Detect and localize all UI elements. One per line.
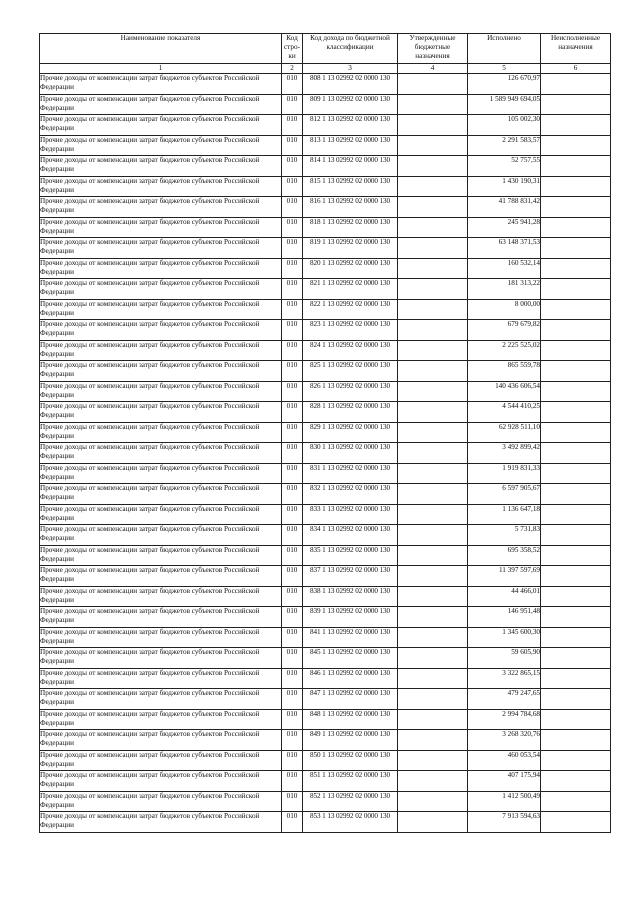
name-cell: Прочие доходы от компенсации затрат бюджетов субъектов Российской Федерации [40, 463, 282, 484]
revenue-code-cell: 847 1 13 02992 02 0000 130 [303, 689, 398, 710]
approved-cell [398, 299, 468, 320]
table-row [40, 709, 611, 730]
unexecuted-cell [541, 668, 611, 689]
table-row [40, 176, 611, 197]
unexecuted-cell [541, 812, 611, 833]
table-row [40, 566, 611, 587]
column-number: 4 [398, 64, 468, 74]
line-code-cell: 010 [282, 279, 303, 300]
approved-cell [398, 340, 468, 361]
executed-cell: 8 000,00 [468, 299, 541, 320]
unexecuted-cell [541, 525, 611, 546]
table-row [40, 484, 611, 505]
column-number-row [40, 64, 611, 74]
name-cell: Прочие доходы от компенсации затрат бюджетов субъектов Российской Федерации [40, 689, 282, 710]
name-cell: Прочие доходы от компенсации затрат бюджетов субъектов Российской Федерации [40, 197, 282, 218]
line-code-cell: 010 [282, 484, 303, 505]
executed-cell: 160 532,14 [468, 258, 541, 279]
name-cell: Прочие доходы от компенсации затрат бюджетов субъектов Российской Федерации [40, 381, 282, 402]
approved-cell [398, 504, 468, 525]
executed-cell: 146 951,48 [468, 607, 541, 628]
revenue-code-cell: 829 1 13 02992 02 0000 130 [303, 422, 398, 443]
revenue-code-cell: 819 1 13 02992 02 0000 130 [303, 238, 398, 259]
unexecuted-cell [541, 709, 611, 730]
executed-cell: 41 788 831,42 [468, 197, 541, 218]
unexecuted-cell [541, 750, 611, 771]
approved-cell [398, 443, 468, 464]
executed-cell: 105 002,30 [468, 115, 541, 136]
name-cell: Прочие доходы от компенсации затрат бюджетов субъектов Российской Федерации [40, 586, 282, 607]
name-cell: Прочие доходы от компенсации затрат бюджетов субъектов Российской Федерации [40, 709, 282, 730]
approved-cell [398, 525, 468, 546]
name-cell: Прочие доходы от компенсации затрат бюджетов субъектов Российской Федерации [40, 812, 282, 833]
unexecuted-cell [541, 299, 611, 320]
revenue-code-cell: 820 1 13 02992 02 0000 130 [303, 258, 398, 279]
approved-cell [398, 709, 468, 730]
name-cell: Прочие доходы от компенсации затрат бюджетов субъектов Российской Федерации [40, 607, 282, 628]
header-code: Код дохода по бюджетной классификации [303, 34, 398, 64]
revenue-execution-table [39, 33, 611, 833]
table-row [40, 648, 611, 669]
table-row [40, 156, 611, 177]
executed-cell: 126 670,97 [468, 74, 541, 95]
unexecuted-cell [541, 381, 611, 402]
revenue-code-cell: 837 1 13 02992 02 0000 130 [303, 566, 398, 587]
line-code-cell: 010 [282, 299, 303, 320]
unexecuted-cell [541, 648, 611, 669]
revenue-code-cell: 823 1 13 02992 02 0000 130 [303, 320, 398, 341]
table-row [40, 791, 611, 812]
unexecuted-cell [541, 771, 611, 792]
unexecuted-cell [541, 463, 611, 484]
line-code-cell: 010 [282, 689, 303, 710]
table-row [40, 689, 611, 710]
name-cell: Прочие доходы от компенсации затрат бюджетов субъектов Российской Федерации [40, 94, 282, 115]
line-code-cell: 010 [282, 586, 303, 607]
approved-cell [398, 463, 468, 484]
table-row [40, 381, 611, 402]
line-code-cell: 010 [282, 443, 303, 464]
approved-cell [398, 176, 468, 197]
name-cell: Прочие доходы от компенсации затрат бюджетов субъектов Российской Федерации [40, 443, 282, 464]
unexecuted-cell [541, 586, 611, 607]
table-row [40, 238, 611, 259]
approved-cell [398, 668, 468, 689]
executed-cell: 62 928 511,10 [468, 422, 541, 443]
approved-cell [398, 545, 468, 566]
approved-cell [398, 627, 468, 648]
revenue-code-cell: 834 1 13 02992 02 0000 130 [303, 525, 398, 546]
column-number: 3 [303, 64, 398, 74]
header-executed: Исполнено [468, 34, 541, 64]
name-cell: Прочие доходы от компенсации затрат бюджетов субъектов Российской Федерации [40, 668, 282, 689]
executed-cell: 3 268 320,76 [468, 730, 541, 751]
revenue-code-cell: 828 1 13 02992 02 0000 130 [303, 402, 398, 423]
line-code-cell: 010 [282, 402, 303, 423]
revenue-code-cell: 814 1 13 02992 02 0000 130 [303, 156, 398, 177]
approved-cell [398, 115, 468, 136]
executed-cell: 407 175,94 [468, 771, 541, 792]
line-code-cell: 010 [282, 217, 303, 238]
unexecuted-cell [541, 607, 611, 628]
table-row [40, 115, 611, 136]
line-code-cell: 010 [282, 812, 303, 833]
table-row [40, 443, 611, 464]
table-row [40, 668, 611, 689]
line-code-cell: 010 [282, 771, 303, 792]
revenue-code-cell: 812 1 13 02992 02 0000 130 [303, 115, 398, 136]
line-code-cell: 010 [282, 750, 303, 771]
revenue-code-cell: 852 1 13 02992 02 0000 130 [303, 791, 398, 812]
revenue-code-cell: 841 1 13 02992 02 0000 130 [303, 627, 398, 648]
name-cell: Прочие доходы от компенсации затрат бюджетов субъектов Российской Федерации [40, 771, 282, 792]
table-row [40, 74, 611, 95]
line-code-cell: 010 [282, 361, 303, 382]
approved-cell [398, 197, 468, 218]
approved-cell [398, 156, 468, 177]
approved-cell [398, 791, 468, 812]
line-code-cell: 010 [282, 135, 303, 156]
unexecuted-cell [541, 320, 611, 341]
line-code-cell: 010 [282, 668, 303, 689]
name-cell: Прочие доходы от компенсации затрат бюджетов субъектов Российской Федерации [40, 750, 282, 771]
revenue-code-cell: 846 1 13 02992 02 0000 130 [303, 668, 398, 689]
line-code-cell: 010 [282, 94, 303, 115]
executed-cell: 44 466,01 [468, 586, 541, 607]
revenue-code-cell: 821 1 13 02992 02 0000 130 [303, 279, 398, 300]
name-cell: Прочие доходы от компенсации затрат бюджетов субъектов Российской Федерации [40, 791, 282, 812]
column-number: 2 [282, 64, 303, 74]
line-code-cell: 010 [282, 74, 303, 95]
revenue-code-cell: 851 1 13 02992 02 0000 130 [303, 771, 398, 792]
name-cell: Прочие доходы от компенсации затрат бюджетов субъектов Российской Федерации [40, 258, 282, 279]
approved-cell [398, 279, 468, 300]
name-cell: Прочие доходы от компенсации затрат бюджетов субъектов Российской Федерации [40, 402, 282, 423]
name-cell: Прочие доходы от компенсации затрат бюджетов субъектов Российской Федерации [40, 279, 282, 300]
executed-cell: 679 679,82 [468, 320, 541, 341]
table-row [40, 299, 611, 320]
approved-cell [398, 812, 468, 833]
name-cell: Прочие доходы от компенсации затрат бюджетов субъектов Российской Федерации [40, 340, 282, 361]
name-cell: Прочие доходы от компенсации затрат бюджетов субъектов Российской Федерации [40, 299, 282, 320]
executed-cell: 3 492 899,42 [468, 443, 541, 464]
unexecuted-cell [541, 443, 611, 464]
name-cell: Прочие доходы от компенсации затрат бюджетов субъектов Российской Федерации [40, 217, 282, 238]
name-cell: Прочие доходы от компенсации затрат бюджетов субъектов Российской Федерации [40, 74, 282, 95]
table-row [40, 812, 611, 833]
line-code-cell: 010 [282, 730, 303, 751]
column-number: 1 [40, 64, 282, 74]
table-row [40, 504, 611, 525]
approved-cell [398, 689, 468, 710]
approved-cell [398, 771, 468, 792]
table-row [40, 586, 611, 607]
line-code-cell: 010 [282, 381, 303, 402]
line-code-cell: 010 [282, 422, 303, 443]
executed-cell: 140 436 606,54 [468, 381, 541, 402]
table-row [40, 545, 611, 566]
revenue-code-cell: 808 1 13 02992 02 0000 130 [303, 74, 398, 95]
revenue-code-cell: 831 1 13 02992 02 0000 130 [303, 463, 398, 484]
line-code-cell: 010 [282, 197, 303, 218]
table-row [40, 197, 611, 218]
revenue-code-cell: 832 1 13 02992 02 0000 130 [303, 484, 398, 505]
unexecuted-cell [541, 627, 611, 648]
unexecuted-cell [541, 74, 611, 95]
revenue-code-cell: 824 1 13 02992 02 0000 130 [303, 340, 398, 361]
table-row [40, 525, 611, 546]
table-row [40, 402, 611, 423]
unexecuted-cell [541, 258, 611, 279]
approved-cell [398, 320, 468, 341]
name-cell: Прочие доходы от компенсации затрат бюджетов субъектов Российской Федерации [40, 361, 282, 382]
revenue-code-cell: 839 1 13 02992 02 0000 130 [303, 607, 398, 628]
line-code-cell: 010 [282, 709, 303, 730]
table-row [40, 135, 611, 156]
line-code-cell: 010 [282, 176, 303, 197]
unexecuted-cell [541, 361, 611, 382]
table-row [40, 627, 611, 648]
header-line: Код стро-ки [282, 34, 303, 64]
line-code-cell: 010 [282, 320, 303, 341]
unexecuted-cell [541, 238, 611, 259]
revenue-code-cell: 822 1 13 02992 02 0000 130 [303, 299, 398, 320]
unexecuted-cell [541, 689, 611, 710]
executed-cell: 1 919 831,33 [468, 463, 541, 484]
approved-cell [398, 402, 468, 423]
line-code-cell: 010 [282, 545, 303, 566]
line-code-cell: 010 [282, 504, 303, 525]
unexecuted-cell [541, 94, 611, 115]
executed-cell: 1 345 600,30 [468, 627, 541, 648]
table-body [40, 74, 611, 833]
name-cell: Прочие доходы от компенсации затрат бюджетов субъектов Российской Федерации [40, 115, 282, 136]
revenue-code-cell: 813 1 13 02992 02 0000 130 [303, 135, 398, 156]
unexecuted-cell [541, 156, 611, 177]
line-code-cell: 010 [282, 648, 303, 669]
name-cell: Прочие доходы от компенсации затрат бюджетов субъектов Российской Федерации [40, 238, 282, 259]
unexecuted-cell [541, 279, 611, 300]
executed-cell: 7 913 594,63 [468, 812, 541, 833]
approved-cell [398, 238, 468, 259]
revenue-code-cell: 825 1 13 02992 02 0000 130 [303, 361, 398, 382]
name-cell: Прочие доходы от компенсации затрат бюджетов субъектов Российской Федерации [40, 422, 282, 443]
executed-cell: 479 247,65 [468, 689, 541, 710]
executed-cell: 52 757,55 [468, 156, 541, 177]
line-code-cell: 010 [282, 156, 303, 177]
executed-cell: 460 053,54 [468, 750, 541, 771]
approved-cell [398, 258, 468, 279]
column-number: 5 [468, 64, 541, 74]
name-cell: Прочие доходы от компенсации затрат бюджетов субъектов Российской Федерации [40, 648, 282, 669]
unexecuted-cell [541, 197, 611, 218]
table-row [40, 463, 611, 484]
approved-cell [398, 730, 468, 751]
name-cell: Прочие доходы от компенсации затрат бюджетов субъектов Российской Федерации [40, 504, 282, 525]
header-name: Наименование показателя [40, 34, 282, 64]
executed-cell: 1 589 949 694,05 [468, 94, 541, 115]
name-cell: Прочие доходы от компенсации затрат бюджетов субъектов Российской Федерации [40, 484, 282, 505]
revenue-code-cell: 815 1 13 02992 02 0000 130 [303, 176, 398, 197]
executed-cell: 11 397 597,69 [468, 566, 541, 587]
table-row [40, 320, 611, 341]
approved-cell [398, 94, 468, 115]
table-row [40, 730, 611, 751]
approved-cell [398, 217, 468, 238]
name-cell: Прочие доходы от компенсации затрат бюджетов субъектов Российской Федерации [40, 176, 282, 197]
revenue-code-cell: 818 1 13 02992 02 0000 130 [303, 217, 398, 238]
unexecuted-cell [541, 422, 611, 443]
executed-cell: 1 430 190,31 [468, 176, 541, 197]
approved-cell [398, 381, 468, 402]
executed-cell: 2 225 525,02 [468, 340, 541, 361]
approved-cell [398, 135, 468, 156]
table-row [40, 771, 611, 792]
table-row [40, 279, 611, 300]
executed-cell: 6 597 905,67 [468, 484, 541, 505]
revenue-code-cell: 835 1 13 02992 02 0000 130 [303, 545, 398, 566]
approved-cell [398, 750, 468, 771]
executed-cell: 865 559,78 [468, 361, 541, 382]
revenue-code-cell: 845 1 13 02992 02 0000 130 [303, 648, 398, 669]
line-code-cell: 010 [282, 525, 303, 546]
executed-cell: 1 136 647,18 [468, 504, 541, 525]
line-code-cell: 010 [282, 115, 303, 136]
revenue-code-cell: 853 1 13 02992 02 0000 130 [303, 812, 398, 833]
name-cell: Прочие доходы от компенсации затрат бюджетов субъектов Российской Федерации [40, 156, 282, 177]
unexecuted-cell [541, 504, 611, 525]
unexecuted-cell [541, 176, 611, 197]
header-unexecuted: Неисполненные назначения [541, 34, 611, 64]
executed-cell: 63 148 371,53 [468, 238, 541, 259]
approved-cell [398, 566, 468, 587]
line-code-cell: 010 [282, 627, 303, 648]
name-cell: Прочие доходы от компенсации затрат бюджетов субъектов Российской Федерации [40, 135, 282, 156]
line-code-cell: 010 [282, 607, 303, 628]
executed-cell: 695 358,52 [468, 545, 541, 566]
table-row [40, 750, 611, 771]
revenue-code-cell: 848 1 13 02992 02 0000 130 [303, 709, 398, 730]
unexecuted-cell [541, 135, 611, 156]
line-code-cell: 010 [282, 258, 303, 279]
name-cell: Прочие доходы от компенсации затрат бюджетов субъектов Российской Федерации [40, 730, 282, 751]
unexecuted-cell [541, 730, 611, 751]
name-cell: Прочие доходы от компенсации затрат бюджетов субъектов Российской Федерации [40, 320, 282, 341]
line-code-cell: 010 [282, 566, 303, 587]
line-code-cell: 010 [282, 791, 303, 812]
table-row [40, 361, 611, 382]
revenue-code-cell: 830 1 13 02992 02 0000 130 [303, 443, 398, 464]
executed-cell: 2 994 784,68 [468, 709, 541, 730]
approved-cell [398, 361, 468, 382]
unexecuted-cell [541, 217, 611, 238]
unexecuted-cell [541, 402, 611, 423]
line-code-cell: 010 [282, 340, 303, 361]
executed-cell: 181 313,22 [468, 279, 541, 300]
unexecuted-cell [541, 115, 611, 136]
executed-cell: 4 544 410,25 [468, 402, 541, 423]
executed-cell: 3 322 865,15 [468, 668, 541, 689]
approved-cell [398, 648, 468, 669]
approved-cell [398, 484, 468, 505]
table-row [40, 217, 611, 238]
table-row [40, 258, 611, 279]
executed-cell: 1 412 500,49 [468, 791, 541, 812]
line-code-cell: 010 [282, 238, 303, 259]
revenue-code-cell: 833 1 13 02992 02 0000 130 [303, 504, 398, 525]
unexecuted-cell [541, 566, 611, 587]
unexecuted-cell [541, 484, 611, 505]
unexecuted-cell [541, 545, 611, 566]
revenue-code-cell: 850 1 13 02992 02 0000 130 [303, 750, 398, 771]
revenue-code-cell: 816 1 13 02992 02 0000 130 [303, 197, 398, 218]
executed-cell: 2 291 583,57 [468, 135, 541, 156]
executed-cell: 5 731,83 [468, 525, 541, 546]
line-code-cell: 010 [282, 463, 303, 484]
revenue-code-cell: 826 1 13 02992 02 0000 130 [303, 381, 398, 402]
table-row [40, 340, 611, 361]
name-cell: Прочие доходы от компенсации затрат бюджетов субъектов Российской Федерации [40, 627, 282, 648]
executed-cell: 59 605,90 [468, 648, 541, 669]
header-approved: Утвержденные бюджетные назначения [398, 34, 468, 64]
revenue-code-cell: 838 1 13 02992 02 0000 130 [303, 586, 398, 607]
table-row [40, 607, 611, 628]
unexecuted-cell [541, 791, 611, 812]
name-cell: Прочие доходы от компенсации затрат бюджетов субъектов Российской Федерации [40, 545, 282, 566]
table-row [40, 422, 611, 443]
unexecuted-cell [541, 340, 611, 361]
approved-cell [398, 586, 468, 607]
name-cell: Прочие доходы от компенсации затрат бюджетов субъектов Российской Федерации [40, 566, 282, 587]
approved-cell [398, 74, 468, 95]
revenue-code-cell: 809 1 13 02992 02 0000 130 [303, 94, 398, 115]
executed-cell: 245 941,28 [468, 217, 541, 238]
revenue-code-cell: 849 1 13 02992 02 0000 130 [303, 730, 398, 751]
name-cell: Прочие доходы от компенсации затрат бюджетов субъектов Российской Федерации [40, 525, 282, 546]
approved-cell [398, 607, 468, 628]
table-row [40, 94, 611, 115]
approved-cell [398, 422, 468, 443]
column-number: 6 [541, 64, 611, 74]
header-row [40, 34, 611, 64]
